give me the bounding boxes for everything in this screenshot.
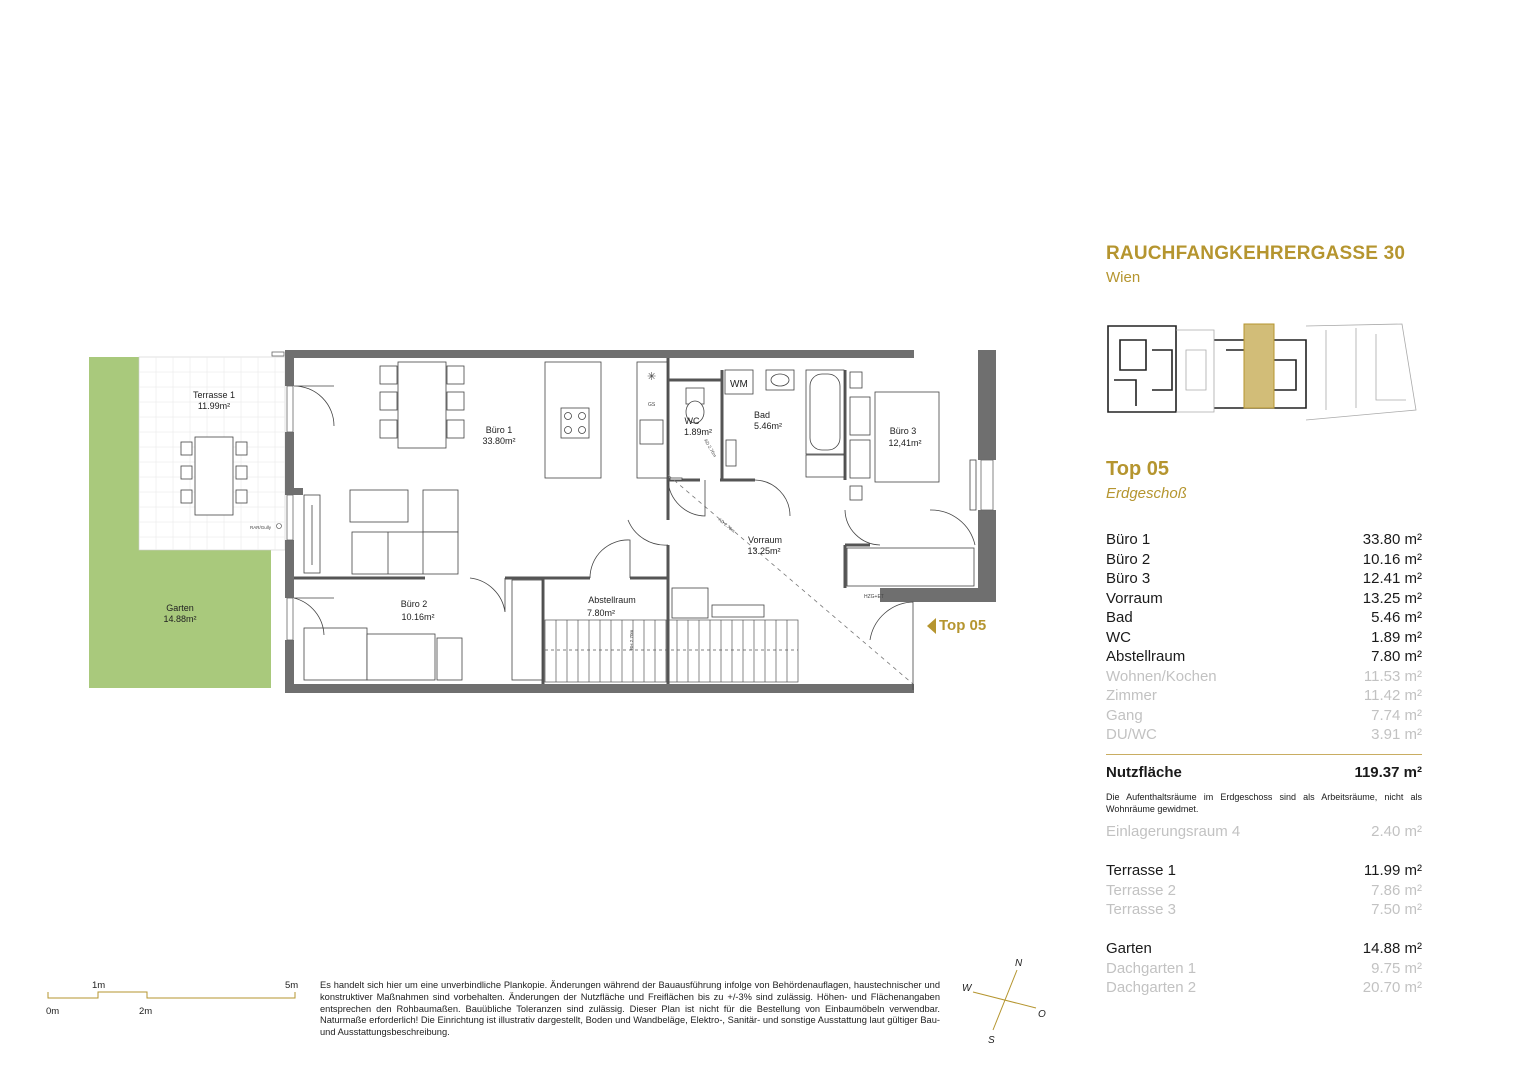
terrace-value: 7.86 m² [1371, 881, 1422, 899]
label-bad-name: Bad [753, 410, 771, 420]
wm-label: WM [730, 379, 748, 390]
scale-1m: 1m [92, 980, 106, 991]
terrace-value: 11.99 m² [1363, 862, 1422, 879]
label-buero2-area: 10.16m² [401, 612, 435, 622]
extractor-icon: ✳ [647, 371, 657, 383]
project-city: Wien [1106, 269, 1141, 286]
total-value: 119.37 m² [1354, 764, 1422, 781]
ad-label-1: AD 2.76m [703, 438, 718, 458]
label-buero2-name: Büro 2 [400, 599, 428, 609]
label-garten-name: Garten [166, 603, 194, 613]
garden-name: Dachgarten 2 [1106, 979, 1197, 996]
garden-name: Garten [1106, 940, 1152, 957]
area-value: 5.46 m² [1371, 609, 1422, 626]
area-name: Bad [1106, 609, 1133, 626]
storage-row [1106, 822, 1422, 842]
garden-list [1106, 939, 1422, 998]
storage-value: 2.40 m² [1371, 823, 1422, 840]
garden-value: 20.70 m² [1362, 979, 1422, 996]
unit-floor: Erdgeschoß [1106, 485, 1187, 502]
area-name: Wohnen/Kochen [1106, 667, 1217, 685]
label-buero1-area: 33.80m² [482, 436, 516, 446]
area-name: Büro 1 [1106, 531, 1151, 548]
area-value: 7.80 m² [1371, 648, 1422, 665]
area-value: 7.74 m² [1371, 706, 1422, 724]
hzg-label: HZG+ET [864, 594, 884, 600]
ad-label-2: AD 2.76m [717, 516, 736, 534]
terrace-list [1106, 861, 1422, 920]
staircase [545, 620, 798, 682]
compass-icon [962, 958, 1046, 1046]
label-bad-area: 5.46m² [753, 421, 783, 431]
rar-label: RAR/Gully [250, 525, 272, 530]
area-row [1106, 686, 1422, 706]
label-buero3-area: 12,41m² [888, 438, 922, 448]
total-label: Nutzfläche [1106, 764, 1182, 781]
terrace-name: Terrasse 2 [1106, 881, 1177, 899]
site-key-plan [1106, 320, 1422, 430]
garden-value: 14.88 m² [1362, 940, 1422, 957]
area-row [1106, 628, 1422, 648]
area-list [1106, 530, 1422, 745]
storage-name: Einlagerungsraum 4 [1106, 823, 1241, 840]
area-value: 12.41 m² [1362, 570, 1422, 587]
svg-text:S: S [988, 1035, 995, 1046]
area-value: 13.25 m² [1362, 589, 1422, 607]
sanitary-furniture [670, 370, 976, 586]
label-buero1-name: Büro 1 [485, 425, 513, 435]
terrace-name: Terrasse 1 [1106, 862, 1177, 879]
garden-row [1106, 939, 1422, 959]
area-name: WC [1106, 628, 1131, 646]
area-name: Abstellraum [1106, 648, 1186, 665]
area-row [1106, 725, 1422, 745]
scale-bar [48, 992, 295, 998]
scale-2m: 2m [139, 1006, 153, 1017]
area-row [1106, 550, 1422, 570]
area-row [1106, 569, 1422, 589]
svg-text:O: O [1038, 1009, 1046, 1020]
scale-0m: 0m [46, 1006, 60, 1017]
area-value: 11.53 m² [1363, 667, 1422, 685]
garden-row [1106, 959, 1422, 979]
terrace-table [181, 437, 247, 515]
terrace-value: 7.50 m² [1371, 901, 1422, 918]
terrace-row [1106, 881, 1422, 901]
area-value: 11.42 m² [1363, 687, 1422, 704]
area-name: Gang [1106, 706, 1143, 724]
usage-note: Die Aufenthaltsräume im Erdgeschoss sind als Arbeitsräume, nicht als Wohnräume gewidmet. [1106, 792, 1422, 814]
unit-highlight [1244, 324, 1274, 408]
area-name: Büro 2 [1106, 550, 1151, 568]
divider [1106, 754, 1422, 755]
label-garten-area: 14.88m² [163, 614, 197, 624]
area-value: 3.91 m² [1371, 726, 1422, 743]
terrace-name: Terrasse 3 [1106, 901, 1177, 918]
rh-label: RH 2.70m [629, 629, 634, 650]
buero1-furniture [304, 362, 667, 574]
label-abstellraum-area: 7.80m² [586, 608, 616, 618]
area-row [1106, 667, 1422, 687]
area-name: Vorraum [1106, 589, 1163, 607]
scale-5m: 5m [285, 980, 299, 991]
label-abstellraum-name: Abstellraum [588, 595, 636, 605]
label-terrasse1-name: Terrasse 1 [192, 390, 236, 400]
entrance-tag [927, 617, 986, 634]
storage-list [1106, 822, 1422, 842]
area-value: 10.16 m² [1362, 550, 1422, 568]
area-row [1106, 647, 1422, 667]
garden-value: 9.75 m² [1371, 959, 1422, 977]
entrance-arrow-icon [927, 618, 936, 634]
garden-row [1106, 978, 1422, 998]
area-row [1106, 608, 1422, 628]
area-value: 33.80 m² [1362, 531, 1422, 548]
area-name: Zimmer [1106, 687, 1157, 704]
area-row [1106, 706, 1422, 726]
label-vorraum-area: 13.25m² [747, 546, 781, 556]
area-value: 1.89 m² [1371, 628, 1422, 646]
project-title: RAUCHFANGKEHRERGASSE 30 [1106, 243, 1406, 264]
label-vorraum-name: Vorraum [747, 535, 783, 545]
entrance-tag-label: Top 05 [939, 617, 987, 634]
total-area [1106, 764, 1422, 781]
garden-name: Dachgarten 1 [1106, 959, 1197, 977]
svg-text:N: N [1015, 958, 1023, 969]
terrace-row [1106, 900, 1422, 920]
gs-label: GS [648, 402, 656, 408]
disclaimer: Es handelt sich hier um eine unverbindliche Plankopie. Änderungen während der Bauausführung infolge von Behördenauflagen, haustechnischer und konstruktiver Maßnahmen sind vorbehalten. Änderungen der Nutzfläche und Freiflächen bis zu +/-3% sind zulässig. Höhen- und Flächenangaben entsprechen den Rohbaumaßen. Bauübliche Toleranzen sind zulässig. Dieser Plan ist nicht für die Bestellung von Einbaumöbeln verwendbar. Naturmaße erforderlich! Die Einrichtung ist illustrativ dargestellt, Boden und Wandbeläge, Elektro-, Sanitär- und sonstige Ausstattung laut gültiger Bau- und Ausstattungsbeschreibung. [320, 980, 940, 1038]
buero2-furniture [304, 580, 764, 680]
area-row [1106, 589, 1422, 609]
label-buero3-name: Büro 3 [889, 426, 917, 436]
svg-text:W: W [962, 983, 972, 994]
area-name: DU/WC [1106, 726, 1157, 743]
label-wc-area: 1.89m² [683, 427, 713, 437]
label-wc-name: WC [684, 416, 700, 426]
unit-top: Top 05 [1106, 458, 1169, 480]
terrace-row [1106, 861, 1422, 881]
area-name: Büro 3 [1106, 570, 1151, 587]
area-row [1106, 530, 1422, 550]
label-terrasse1-area: 11.99m² [197, 401, 231, 411]
